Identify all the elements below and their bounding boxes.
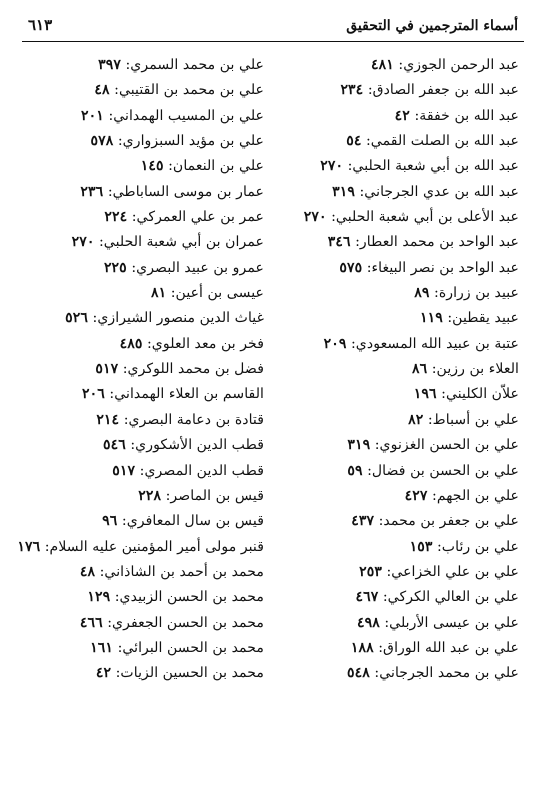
index-entry [269,408,519,433]
index-entry [269,78,519,103]
entry-page-number: ٤٦٦ [79,614,103,631]
index-column-right [269,53,519,687]
index-entry [269,281,519,306]
entry-name: محمد بن الحسين الزيات: [115,665,264,682]
index-entry [14,636,264,661]
index-entry [14,129,264,154]
entry-page-number: ٥٧٨ [90,133,114,150]
header-rule [22,41,524,42]
index-entry [14,154,264,179]
entry-name: علي بن الجهم: [432,487,519,504]
index-entry [14,205,264,230]
entry-page-number: ٢٠١ [81,107,104,124]
entry-page-number: ٣٩٧ [98,57,121,73]
entry-name: علي بن عيسى الأربلي: [384,614,519,631]
entry-name: عبد الله بن خفقة: [414,107,519,124]
entry-page-number: ٥٢٦ [65,310,89,327]
entry-name: عبد الواحد بن نصر البيغاء: [366,259,519,276]
entry-page-number: ٤٨٥ [119,335,143,352]
index-entry [14,104,264,129]
index-entry [14,306,264,331]
entry-page-number: ١٤٥ [140,158,164,175]
entry-name: فضل بن محمد اللوكري: [122,361,264,378]
index-entry [14,560,264,585]
entry-name: القاسم بن العلاء الهمداني: [109,386,264,403]
entry-name: العلاء بن رزين: [431,361,519,378]
entry-name: عمار بن موسى الساباطي: [107,183,264,200]
index-entry [269,535,519,560]
index-entry [14,585,264,610]
index-entry [269,230,519,255]
entry-name: علي بن مؤيد السبزواري: [117,133,264,150]
page-header [20,10,526,40]
entry-name: عبد الأعلى بن أبي شعبة الحلبي: [331,209,519,226]
entry-page-number: ١٨٨ [350,639,374,656]
index-entry [269,636,519,661]
index-entry [269,256,519,281]
entry-page-number: ٢٧٠ [71,234,95,251]
index-entry [269,433,519,458]
index-entry [14,611,264,636]
index-entry [14,535,264,560]
index-entry [14,332,264,357]
entry-name: عبد الرحمن الجوزي: [398,57,519,73]
entry-page-number: ٤٩٨ [356,614,380,631]
entry-page-number: ٤٨١ [371,57,394,73]
page-number: ٦١٣ [28,16,53,34]
entry-page-number: ٥٤٨ [347,665,370,682]
entry-page-number: ٢٢٨ [138,487,162,504]
entry-name: عبد الله بن عدي الجرجاني: [359,183,519,200]
entry-page-number: ٨٢ [408,411,424,428]
entry-page-number: ٢٧٠ [320,158,344,175]
index-column-left [14,53,264,687]
entry-name: علي بن جعفر بن محمد: [378,513,519,530]
entry-page-number: ٥١٧ [112,462,136,479]
entry-name: قتادة بن دعامة البصري: [123,411,264,428]
entry-page-number: ٢٧٠ [303,209,327,226]
entry-name: محمد بن الحسن البرائي: [117,639,264,656]
entry-page-number: ٢٠٩ [323,335,347,352]
entry-name: علي بن محمد بن القتيبي: [114,82,264,99]
entry-page-number: ١٩٦ [413,386,437,403]
entry-page-number: ١٧٦ [17,538,41,555]
entry-name: عبيد يقطين: [447,310,519,327]
entry-page-number: ٣٤٦ [327,234,351,251]
index-entry [14,357,264,382]
entry-page-number: ٥١٧ [95,361,119,378]
entry-name: علي بن محمد الجرجاني: [374,665,519,682]
index-entry [269,611,519,636]
entry-name: علي بن الحسن الغزنوي: [374,437,519,454]
entry-page-number: ٤٢٧ [404,487,428,504]
entry-name: فخر بن معد العلوي: [147,335,264,352]
entry-page-number: ٣١٩ [347,437,371,454]
entry-page-number: ٤٢ [95,665,112,682]
entry-name: عمرو بن عبيد البصري: [131,259,264,276]
entry-page-number: ٢٢٥ [103,259,127,276]
entry-page-number: ٨٩ [414,285,430,302]
entry-name: عبد الواحد بن محمد العطار: [355,234,519,251]
entry-name: علي بن النعمان: [168,158,264,175]
index-entry [269,585,519,610]
index-entry [14,408,264,433]
entry-page-number: ١٢٩ [87,589,111,606]
entry-name: عمران بن أبي شعبة الحلبي: [99,234,264,251]
entry-name: علي بن علي الخزاعي: [386,563,519,580]
entry-page-number: ٥٩ [347,462,363,479]
entry-name: عبيد بن زرارة: [434,285,519,302]
index-entry [269,104,519,129]
entry-page-number: ٨٦ [411,361,428,378]
index-entry [14,180,264,205]
entry-name: غياث الدين منصور الشيرازي: [92,310,264,327]
index-entry [14,459,264,484]
entry-page-number: ٤٨ [94,82,110,99]
entry-name: عيسى بن أعين: [170,285,264,302]
entry-name: محمد بن الحسن الزبيدي: [114,589,264,606]
index-entry [269,459,519,484]
entry-name: محمد بن أحمد بن الشاذاني: [99,563,264,580]
index-entry [14,53,264,78]
index-entry [269,53,519,78]
entry-page-number: ٤٢ [394,107,410,124]
running-title: أسماء المترجمين في التحقيق [346,18,518,34]
entry-page-number: ١٦١ [90,639,114,656]
entry-name: عبد الله بن أبي شعبة الحلبي: [347,158,519,175]
entry-page-number: ٥٧٥ [339,259,363,276]
index-entry [14,382,264,407]
entry-name: علي بن المسيب الهمداني: [108,107,264,124]
index-entry [14,78,264,103]
index-entry [14,281,264,306]
entry-name: علي بن رئاب: [436,538,519,555]
index-entry [14,230,264,255]
index-entry [269,154,519,179]
entry-page-number: ١٥٣ [409,538,433,555]
index-entry [14,509,264,534]
entry-name: علي بن عبد الله الوراق: [378,639,519,656]
entry-name: عبد الله بن جعفر الصادق: [367,82,519,99]
entry-name: محمد بن الحسن الجعفري: [107,614,264,631]
entry-name: قيس بن سال المعافري: [121,513,264,530]
entry-name: علي بن العالي الكركي: [382,589,519,606]
index-entry [269,180,519,205]
entry-name: علي بن أسباط: [427,411,519,428]
index-entry [14,484,264,509]
entry-name: علي بن محمد السمري: [125,57,264,73]
entry-page-number: ٤٨ [79,563,96,580]
entry-page-number: ٤٦٧ [355,589,379,606]
index-entry [269,661,519,686]
index-entry [14,256,264,281]
entry-name: قطب الدين المصري: [139,462,264,479]
entry-page-number: ٢٢٤ [104,209,128,226]
index-entry [269,509,519,534]
index-entry [269,560,519,585]
entry-name: عتبة بن عبيد الله المسعودي: [351,335,519,352]
entry-name: قطب الدين الأشكوري: [130,437,264,454]
entry-page-number: ٩٦ [102,513,118,530]
index-entry [269,484,519,509]
entry-page-number: ٢١٤ [96,411,120,428]
entry-page-number: ٤٣٧ [351,513,375,530]
index-entry [269,205,519,230]
entry-page-number: ٥٤ [346,133,362,150]
index-entry [14,661,264,686]
entry-page-number: ٢٣٤ [340,82,364,99]
entry-name: عمر بن علي العمركي: [131,209,264,226]
entry-page-number: ١١٩ [419,310,443,327]
entry-page-number: ٨١ [150,285,167,302]
entry-page-number: ٢٥٣ [359,563,382,580]
index-entry [269,382,519,407]
entry-name: عبد الله بن الصلت القمي: [366,133,519,150]
index-entry [14,433,264,458]
index-entry [269,129,519,154]
entry-page-number: ٢٣٦ [80,183,104,200]
index-entry [269,332,519,357]
entry-name: قنبر مولى أمير المؤمنين عليه السلام: [44,538,264,555]
entry-page-number: ٥٤٦ [102,437,126,454]
entry-page-number: ٢٠٦ [82,386,105,403]
index-entry [269,357,519,382]
entry-page-number: ٣١٩ [332,183,356,200]
entry-name: علي بن الحسن بن فضال: [367,462,519,479]
entry-name: قيس بن الماصر: [165,487,264,504]
entry-name: علاّن الكليني: [441,386,519,403]
index-entry [269,306,519,331]
